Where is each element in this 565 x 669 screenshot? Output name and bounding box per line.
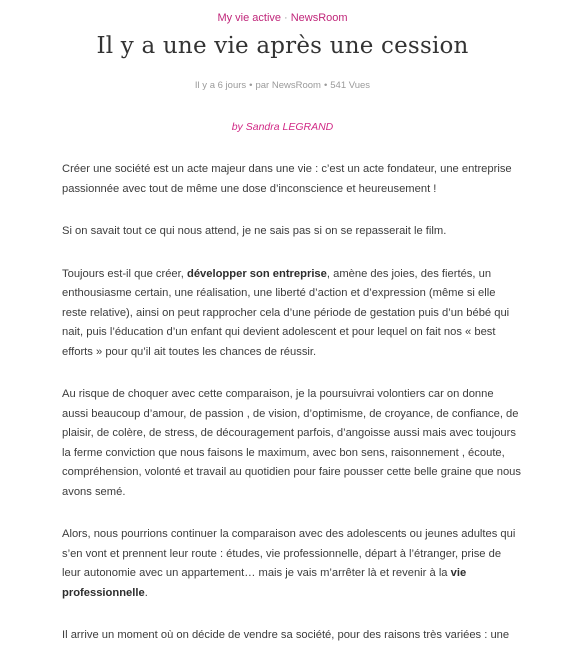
keyword-bold: développer son entreprise <box>186 267 327 280</box>
paragraph-text: . <box>144 586 148 599</box>
category-link-vie-active[interactable]: My vie active <box>217 12 282 24</box>
paragraph: Si on savait tout ce qui nous attend, je ne sais pas si on se repasserait le film. <box>62 225 447 237</box>
meta-separator: • <box>323 80 328 91</box>
article-views: 541 Vues <box>330 80 371 91</box>
paragraph: Créer une société est un acte majeur dans une vie : c’est un acte fondateur, une entreprise passionnée avec tout de même une dose d’inconscience et heureusement ! <box>62 163 512 195</box>
paragraph: Il arrive un moment où on décide de vendre sa société, pour des raisons très variées : une <box>62 629 510 641</box>
paragraph <box>62 265 522 363</box>
article-meta <box>0 80 565 92</box>
category-separator: · <box>284 12 288 24</box>
article-byline: by Sandra LEGRAND <box>231 121 334 133</box>
paragraph-text: , amène des joies, des fiertés, un enthousiasme certain, une réalisation, une liberté d’action et d’expression (même si elle reste relative), ainsi on peut rapprocher cela d’une période de gestation puis d’un bébé qui nait, puis l’éducation d’un enfant qui devient adolescent et pour lequel on fait nos « best efforts » pour qu’il ait toutes les chances de réussir. <box>62 267 510 358</box>
article-body <box>62 160 522 669</box>
meta-separator: • <box>249 80 253 91</box>
article-author[interactable]: par NewsRoom <box>255 80 321 91</box>
keyword-bold: vie professionnelle <box>62 567 467 599</box>
article-date: Il y a 6 jours <box>194 80 247 91</box>
article-title: Il y a une vie après une cession <box>96 33 469 59</box>
paragraph-text: Alors, nous pourrions continuer la comparaison avec des adolescents ou jeunes adultes qui s’en vont et prennent leur route : études, vie professionnelle, départ à l’étranger, prise de leur autonomie avec un appartement… mais je vais m’arrêter là et revenir à la <box>62 528 516 579</box>
category-link-newsroom[interactable]: NewsRoom <box>290 12 348 24</box>
paragraph-text: Toujours est-il que créer, <box>62 267 187 280</box>
paragraph: Au risque de choquer avec cette comparaison, je la poursuivrai volontiers car on donne aussi beaucoup d’amour, de passion , de vision, d’optimisme, de croyance, de confiance, de plaisir, de colère, de stress, de découragement parfois, d’angoisse aussi mais avec toujours la ferme conviction que nous faisons le maximum, avec bon sens, raisonnement , écoute, compréhension, volonté et travail au quotidien pour faire pousser cette belle graine que nous avons semé. <box>62 388 521 498</box>
paragraph <box>62 525 522 603</box>
category-breadcrumb <box>0 11 565 25</box>
